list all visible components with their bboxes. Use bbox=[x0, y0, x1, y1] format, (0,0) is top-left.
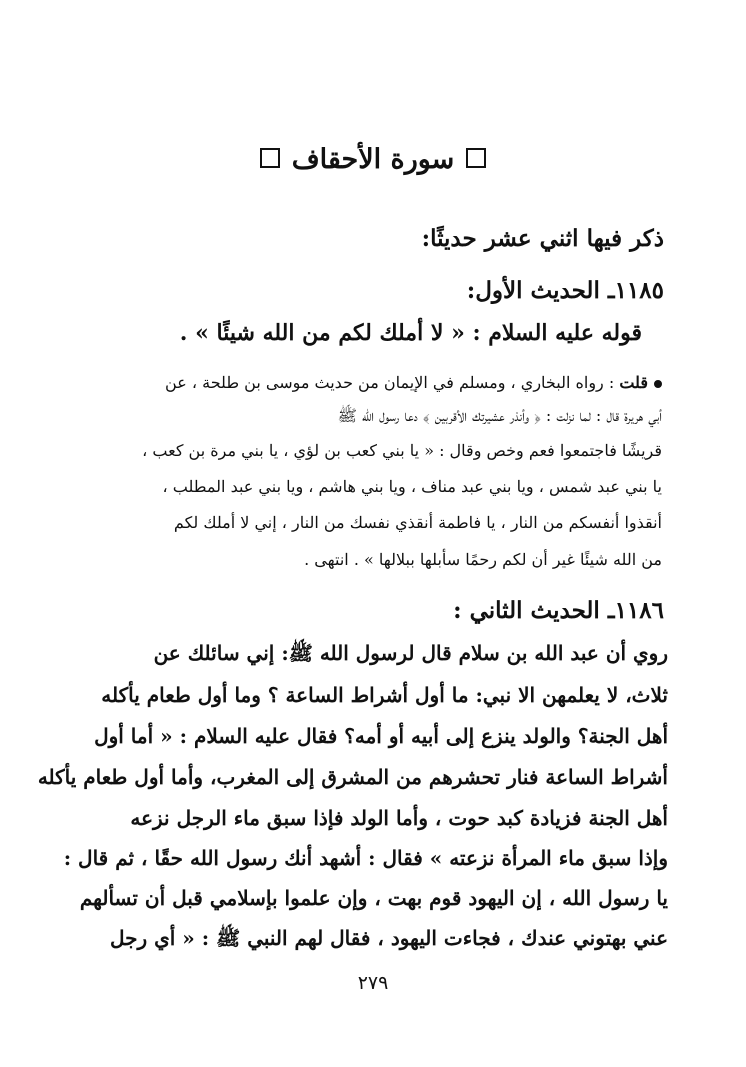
note-line-1-text: : رواه البخاري ، ومسلم في الإيمان من حديث موسى بن طلحة ، عن bbox=[165, 373, 615, 392]
note-line-3: قريشًا فاجتمعوا فعم وخص وقال : « يا بني كعب بن لؤي ، يا بني مرة بن كعب ، bbox=[142, 441, 662, 460]
note-line-1 bbox=[62, 368, 662, 398]
note-line-4: يا بني عبد شمس ، ويا بني عبد مناف ، ويا بني هاشم ، ويا بني عبد المطلب ، bbox=[162, 477, 662, 496]
note-line-5: أنقذوا أنفسكم من النار ، يا فاطمة أنقذي نفسك من النار ، إني لا أملك لكم bbox=[173, 513, 662, 532]
hadith-1185-quote: قوله عليه السلام : « لا أملك لكم من الله شيئًا » . bbox=[179, 320, 642, 346]
intro-heading: ذكر فيها اثني عشر حديثًا: bbox=[421, 225, 664, 252]
note-line-2: أبي هريرة قال : لما نزلت : ﴿ وأنذر عشيرتك الأقربين ﴾ دعا رسول الله ﷺ bbox=[337, 406, 662, 425]
surah-title bbox=[0, 140, 746, 180]
hadith-1186-line-6: وإذا سبق ماء المرأة نزعته » فقال : أشهد أنك رسول الله حقًا ، ثم قال : bbox=[63, 846, 668, 870]
note-line-6: من الله شيئًا غير أن لكم رحمًا سأبلها ببلالها » . انتهى . bbox=[304, 550, 662, 569]
hadith-1186-line-4: أشراط الساعة فنار تحشرهم من المشرق إلى المغرب، وأما أول طعام يأكله bbox=[37, 765, 668, 789]
hadith-1186-heading: ١١٨٦ـ الحديث الثاني : bbox=[453, 597, 664, 624]
note-label: قلت bbox=[619, 373, 648, 392]
square-ornament-icon bbox=[260, 148, 280, 168]
hadith-1186-line-2: ثلاث، لا يعلمهن الا نبي: ما أول أشراط الساعة ؟ وما أول طعام يأكله bbox=[101, 683, 668, 707]
bullet-icon bbox=[654, 380, 662, 388]
hadith-1186-line-5: أهل الجنة فزيادة كبد حوت ، وأما الولد فإذا سبق ماء الرجل نزعه bbox=[130, 806, 668, 830]
page-number: ٢٧٩ bbox=[357, 972, 389, 994]
surah-title-text: سورة الأحقاف bbox=[291, 144, 455, 175]
hadith-1186-line-7: يا رسول الله ، إن اليهود قوم بهت ، وإن علموا بإسلامي قبل أن تسألهم bbox=[79, 886, 668, 910]
hadith-1186-line-8: عني بهتوني عندك ، فجاءت اليهود ، فقال لهم النبي ﷺ : « أي رجل bbox=[109, 926, 668, 950]
hadith-1186-line-1: روي أن عبد الله بن سلام قال لرسول الله ﷺ: إني سائلك عن bbox=[153, 641, 668, 665]
square-ornament-icon bbox=[466, 148, 486, 168]
hadith-1186-line-3: أهل الجنة؟ والولد ينزع إلى أبيه أو أمه؟ فقال عليه السلام : « أما أول bbox=[94, 724, 668, 748]
hadith-1185-heading: ١١٨٥ـ الحديث الأول: bbox=[466, 277, 664, 304]
